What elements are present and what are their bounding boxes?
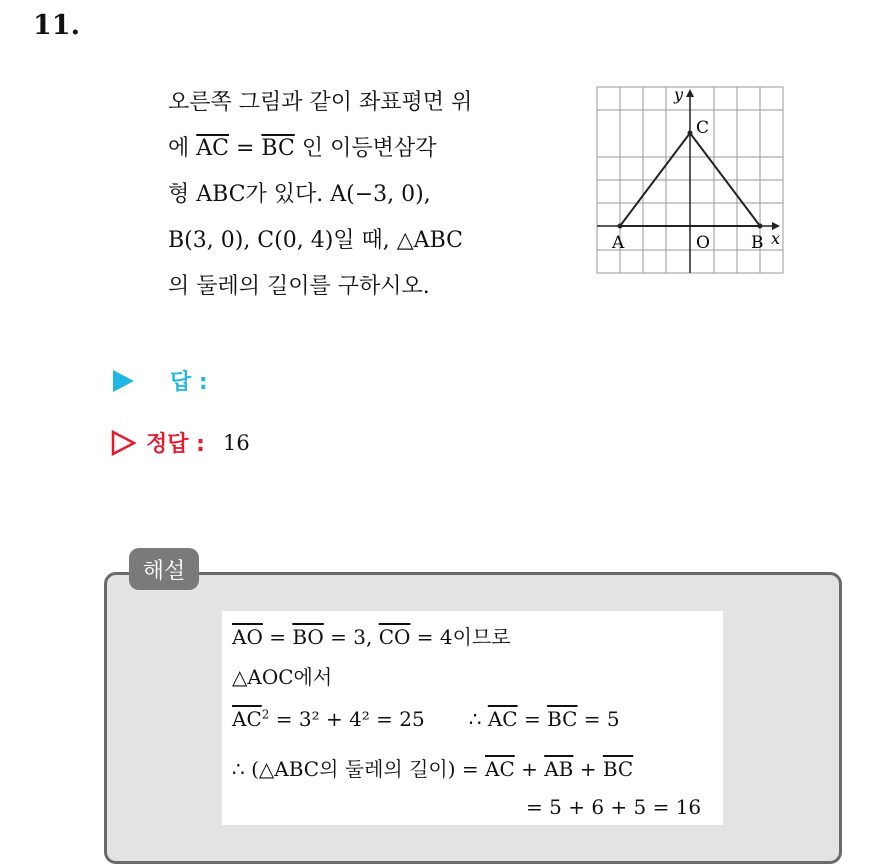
- equals-sign: =: [228, 136, 262, 161]
- problem-line-2: [168, 126, 578, 172]
- coordinate-figure: [596, 86, 784, 274]
- outline-arrow-icon: [110, 430, 136, 456]
- play-arrow-icon: [110, 368, 136, 394]
- solution-content: [222, 611, 723, 825]
- value-text: = 5: [577, 707, 620, 731]
- solution-line-5: = 5 + 6 + 5 = 16: [526, 795, 702, 819]
- problem-line-2-post: 인 이등변삼각: [294, 136, 437, 161]
- answer-label: 답 :: [170, 370, 208, 395]
- problem-text: [168, 80, 578, 310]
- segment-ab: $\overline{AB}$: [544, 757, 574, 781]
- point-a-dot: [618, 224, 623, 229]
- solution-line-1: [232, 621, 511, 650]
- problem-line-2-pre: 에: [168, 136, 197, 161]
- solution-tag: 해설: [129, 548, 199, 590]
- segment-bc: $\overline{BC}$: [261, 136, 295, 161]
- segment-ac: $\overline{AC}$: [487, 707, 518, 731]
- therefore-symbol: ∴: [468, 707, 488, 731]
- segment-bc: $\overline{BC}$: [602, 757, 634, 781]
- x-axis-label: x: [771, 229, 781, 248]
- exponent: 2: [261, 707, 270, 722]
- plus-text: +: [573, 757, 603, 781]
- segment-bo: $\overline{BO}$: [292, 625, 324, 649]
- answer-prompt-row: [110, 365, 208, 396]
- value-text: = 3,: [323, 625, 379, 649]
- point-b-dot: [758, 224, 763, 229]
- segment-co: $\overline{CO}$: [378, 625, 411, 649]
- correct-answer-label: 정답 :: [146, 432, 205, 457]
- solution-line-3: [232, 707, 620, 731]
- problem-line-4: B(3, 0), C(0, 4)일 때, △ABC: [168, 228, 463, 253]
- problem-line-5: 의 둘레의 길이를 구하시오.: [168, 274, 430, 299]
- origin-label: O: [696, 233, 710, 253]
- eq-text: =: [262, 625, 293, 649]
- segment-ac: $\overline{AC}$: [485, 757, 515, 781]
- segment-ao: $\overline{AO}$: [232, 625, 263, 649]
- perimeter-text: ∴ (△ABC의 둘레의 길이) =: [232, 757, 485, 781]
- plus-text: +: [514, 757, 545, 781]
- value-text: = 4이므로: [410, 625, 511, 649]
- point-a-label: A: [612, 233, 625, 253]
- y-axis-arrow: [686, 89, 694, 97]
- problem-line-1: 오른쪽 그림과 같이 좌표평면 위: [168, 90, 473, 115]
- point-c-label: C: [696, 118, 710, 138]
- question-number: 11.: [33, 10, 80, 41]
- correct-answer-row: [110, 427, 250, 458]
- problem-line-3: 형 ABC가 있다. A(−3, 0),: [168, 182, 431, 207]
- segment-ac: $\overline{AC}$: [232, 707, 262, 731]
- correct-answer-value: 16: [222, 430, 250, 455]
- solution-line-2: △AOC에서: [232, 665, 333, 689]
- y-axis-label: y: [674, 86, 684, 104]
- solution-line-4: [232, 753, 633, 782]
- point-b-label: B: [751, 233, 764, 253]
- segment-bc: $\overline{BC}$: [547, 707, 578, 731]
- point-c-dot: [688, 131, 693, 136]
- equation-text: = 3² + 4² = 25: [269, 707, 425, 731]
- segment-ac: $\overline{AC}$: [196, 136, 229, 161]
- eq-text: =: [517, 707, 548, 731]
